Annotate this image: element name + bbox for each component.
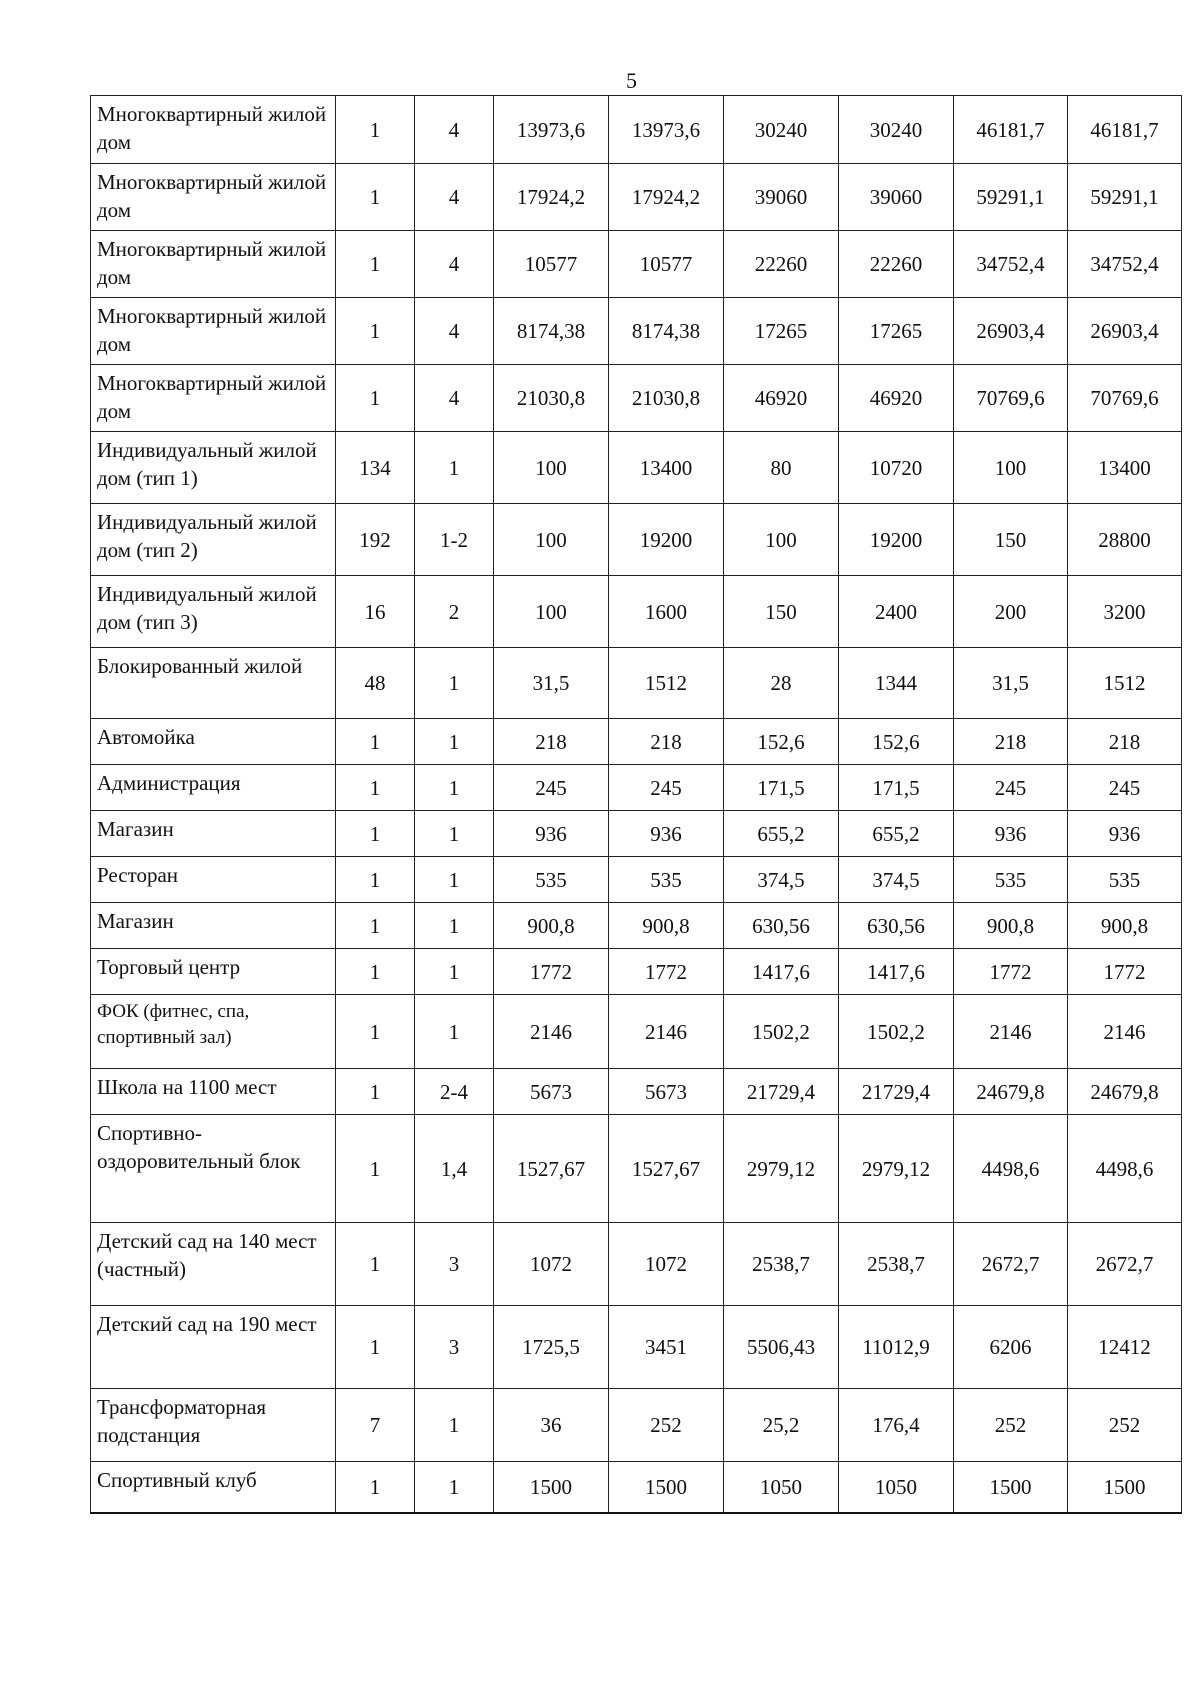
value-cell: 1500 [494, 1462, 609, 1513]
object-name-cell: Спортивный клуб [91, 1462, 336, 1513]
object-name-cell: Школа на 1100 мест [91, 1069, 336, 1115]
value-cell: 10720 [839, 432, 954, 504]
value-cell: 5673 [609, 1069, 724, 1115]
value-cell: 26903,4 [954, 298, 1068, 365]
value-cell: 4 [415, 365, 494, 432]
value-cell: 1772 [1068, 949, 1182, 995]
value-cell: 1344 [839, 648, 954, 719]
value-cell: 2146 [609, 995, 724, 1069]
value-cell: 218 [1068, 719, 1182, 765]
table-row [91, 949, 1182, 995]
value-cell: 1417,6 [839, 949, 954, 995]
value-cell: 17924,2 [609, 164, 724, 231]
value-cell: 2979,12 [839, 1115, 954, 1223]
value-cell: 6206 [954, 1306, 1068, 1389]
value-cell: 25,2 [724, 1389, 839, 1462]
object-name-cell: Ресторан [91, 857, 336, 903]
value-cell: 200 [954, 576, 1068, 648]
value-cell: 1 [336, 719, 415, 765]
value-cell: 4 [415, 231, 494, 298]
value-cell: 1 [415, 1389, 494, 1462]
value-cell: 655,2 [724, 811, 839, 857]
value-cell: 1 [336, 365, 415, 432]
table-row [91, 1462, 1182, 1513]
value-cell: 22260 [839, 231, 954, 298]
value-cell: 1072 [609, 1223, 724, 1306]
value-cell: 39060 [839, 164, 954, 231]
object-name-cell: Спортивно-оздоровительный блок [91, 1115, 336, 1223]
value-cell: 1 [415, 857, 494, 903]
value-cell: 1417,6 [724, 949, 839, 995]
table-row [91, 504, 1182, 576]
object-name-cell: Многоквартирный жилой дом [91, 365, 336, 432]
value-cell: 100 [494, 504, 609, 576]
value-cell: 535 [494, 857, 609, 903]
value-cell: 31,5 [494, 648, 609, 719]
value-cell: 17265 [839, 298, 954, 365]
table-row [91, 1115, 1182, 1223]
value-cell: 936 [494, 811, 609, 857]
value-cell: 1725,5 [494, 1306, 609, 1389]
value-cell: 12412 [1068, 1306, 1182, 1389]
value-cell: 46181,7 [954, 96, 1068, 164]
value-cell: 374,5 [839, 857, 954, 903]
value-cell: 218 [609, 719, 724, 765]
object-name-cell: Многоквартирный жилой дом [91, 231, 336, 298]
value-cell: 1 [415, 1462, 494, 1513]
value-cell: 19200 [839, 504, 954, 576]
table-row [91, 903, 1182, 949]
value-cell: 22260 [724, 231, 839, 298]
value-cell: 48 [336, 648, 415, 719]
table-row [91, 164, 1182, 231]
value-cell: 13400 [1068, 432, 1182, 504]
table-row [91, 576, 1182, 648]
value-cell: 7 [336, 1389, 415, 1462]
value-cell: 1 [336, 1069, 415, 1115]
value-cell: 28800 [1068, 504, 1182, 576]
value-cell: 900,8 [954, 903, 1068, 949]
value-cell: 245 [954, 765, 1068, 811]
value-cell: 1512 [1068, 648, 1182, 719]
value-cell: 1 [415, 648, 494, 719]
object-name-cell: Индивидуальный жилой дом (тип 3) [91, 576, 336, 648]
value-cell: 59291,1 [1068, 164, 1182, 231]
value-cell: 630,56 [724, 903, 839, 949]
value-cell: 3451 [609, 1306, 724, 1389]
table-row [91, 995, 1182, 1069]
object-name-cell: ФОК (фитнес, спа, спортивный зал) [91, 995, 336, 1069]
value-cell: 13973,6 [494, 96, 609, 164]
value-cell: 1772 [609, 949, 724, 995]
object-name-cell: Блокированный жилой [91, 648, 336, 719]
value-cell: 3 [415, 1306, 494, 1389]
table-row [91, 1306, 1182, 1389]
value-cell: 252 [1068, 1389, 1182, 1462]
value-cell: 1 [336, 857, 415, 903]
value-cell: 24679,8 [1068, 1069, 1182, 1115]
value-cell: 1600 [609, 576, 724, 648]
value-cell: 39060 [724, 164, 839, 231]
value-cell: 13400 [609, 432, 724, 504]
object-name-cell: Многоквартирный жилой дом [91, 96, 336, 164]
value-cell: 4498,6 [1068, 1115, 1182, 1223]
table-row [91, 96, 1182, 164]
value-cell: 2672,7 [954, 1223, 1068, 1306]
value-cell: 34752,4 [1068, 231, 1182, 298]
value-cell: 900,8 [1068, 903, 1182, 949]
value-cell: 900,8 [609, 903, 724, 949]
value-cell: 1 [415, 995, 494, 1069]
value-cell: 4 [415, 96, 494, 164]
table-row [91, 765, 1182, 811]
value-cell: 21729,4 [724, 1069, 839, 1115]
object-name-cell: Детский сад на 140 мест (частный) [91, 1223, 336, 1306]
buildings-table [90, 95, 1182, 1514]
table-row [91, 298, 1182, 365]
value-cell: 1 [336, 298, 415, 365]
value-cell: 252 [609, 1389, 724, 1462]
value-cell: 4498,6 [954, 1115, 1068, 1223]
value-cell: 1 [336, 1306, 415, 1389]
value-cell: 655,2 [839, 811, 954, 857]
object-name-cell: Трансформаторная подстанция [91, 1389, 336, 1462]
value-cell: 1 [336, 1462, 415, 1513]
table-row [91, 648, 1182, 719]
value-cell: 218 [954, 719, 1068, 765]
value-cell: 4 [415, 298, 494, 365]
value-cell: 134 [336, 432, 415, 504]
value-cell: 1500 [609, 1462, 724, 1513]
value-cell: 150 [954, 504, 1068, 576]
object-name-cell: Многоквартирный жилой дом [91, 164, 336, 231]
value-cell: 36 [494, 1389, 609, 1462]
value-cell: 1 [415, 949, 494, 995]
value-cell: 1072 [494, 1223, 609, 1306]
object-name-cell: Индивидуальный жилой дом (тип 2) [91, 504, 336, 576]
table-row [91, 1069, 1182, 1115]
value-cell: 3 [415, 1223, 494, 1306]
value-cell: 900,8 [494, 903, 609, 949]
value-cell: 2979,12 [724, 1115, 839, 1223]
table-row [91, 857, 1182, 903]
value-cell: 2146 [494, 995, 609, 1069]
value-cell: 192 [336, 504, 415, 576]
value-cell: 936 [609, 811, 724, 857]
value-cell: 2538,7 [839, 1223, 954, 1306]
value-cell: 1 [336, 164, 415, 231]
value-cell: 100 [494, 432, 609, 504]
value-cell: 1502,2 [839, 995, 954, 1069]
value-cell: 3200 [1068, 576, 1182, 648]
table-row [91, 231, 1182, 298]
value-cell: 2-4 [415, 1069, 494, 1115]
object-name-cell: Автомойка [91, 719, 336, 765]
value-cell: 152,6 [724, 719, 839, 765]
value-cell: 936 [954, 811, 1068, 857]
value-cell: 8174,38 [494, 298, 609, 365]
value-cell: 2672,7 [1068, 1223, 1182, 1306]
value-cell: 21030,8 [494, 365, 609, 432]
value-cell: 100 [724, 504, 839, 576]
value-cell: 1050 [839, 1462, 954, 1513]
value-cell: 5506,43 [724, 1306, 839, 1389]
value-cell: 21030,8 [609, 365, 724, 432]
object-name-cell: Магазин [91, 903, 336, 949]
value-cell: 1527,67 [494, 1115, 609, 1223]
value-cell: 13973,6 [609, 96, 724, 164]
value-cell: 16 [336, 576, 415, 648]
value-cell: 34752,4 [954, 231, 1068, 298]
value-cell: 630,56 [839, 903, 954, 949]
value-cell: 1527,67 [609, 1115, 724, 1223]
value-cell: 1-2 [415, 504, 494, 576]
value-cell: 24679,8 [954, 1069, 1068, 1115]
value-cell: 1 [415, 432, 494, 504]
value-cell: 1 [336, 903, 415, 949]
value-cell: 2 [415, 576, 494, 648]
value-cell: 171,5 [724, 765, 839, 811]
value-cell: 10577 [609, 231, 724, 298]
value-cell: 1 [336, 765, 415, 811]
value-cell: 245 [1068, 765, 1182, 811]
value-cell: 245 [494, 765, 609, 811]
table-row [91, 1223, 1182, 1306]
value-cell: 46920 [839, 365, 954, 432]
value-cell: 1772 [494, 949, 609, 995]
value-cell: 245 [609, 765, 724, 811]
value-cell: 46920 [724, 365, 839, 432]
value-cell: 8174,38 [609, 298, 724, 365]
value-cell: 17265 [724, 298, 839, 365]
value-cell: 150 [724, 576, 839, 648]
value-cell: 176,4 [839, 1389, 954, 1462]
value-cell: 1 [336, 995, 415, 1069]
value-cell: 171,5 [839, 765, 954, 811]
value-cell: 2146 [1068, 995, 1182, 1069]
value-cell: 1 [415, 903, 494, 949]
value-cell: 5673 [494, 1069, 609, 1115]
table-row [91, 811, 1182, 857]
value-cell: 1512 [609, 648, 724, 719]
value-cell: 59291,1 [954, 164, 1068, 231]
value-cell: 1 [336, 811, 415, 857]
value-cell: 1502,2 [724, 995, 839, 1069]
value-cell: 30240 [724, 96, 839, 164]
value-cell: 21729,4 [839, 1069, 954, 1115]
object-name-cell: Магазин [91, 811, 336, 857]
value-cell: 30240 [839, 96, 954, 164]
value-cell: 80 [724, 432, 839, 504]
value-cell: 31,5 [954, 648, 1068, 719]
object-name-cell: Торговый центр [91, 949, 336, 995]
value-cell: 1 [415, 719, 494, 765]
value-cell: 1 [415, 811, 494, 857]
value-cell: 152,6 [839, 719, 954, 765]
page-number: 5 [626, 68, 637, 93]
value-cell: 374,5 [724, 857, 839, 903]
value-cell: 936 [1068, 811, 1182, 857]
value-cell: 1050 [724, 1462, 839, 1513]
value-cell: 11012,9 [839, 1306, 954, 1389]
value-cell: 100 [954, 432, 1068, 504]
value-cell: 46181,7 [1068, 96, 1182, 164]
value-cell: 1 [336, 1223, 415, 1306]
value-cell: 535 [954, 857, 1068, 903]
value-cell: 535 [1068, 857, 1182, 903]
value-cell: 70769,6 [954, 365, 1068, 432]
table-row [91, 365, 1182, 432]
table-row [91, 1389, 1182, 1462]
value-cell: 218 [494, 719, 609, 765]
value-cell: 2146 [954, 995, 1068, 1069]
value-cell: 1 [336, 1115, 415, 1223]
object-name-cell: Детский сад на 190 мест [91, 1306, 336, 1389]
object-name-cell: Администрация [91, 765, 336, 811]
value-cell: 1500 [954, 1462, 1068, 1513]
value-cell: 1 [415, 765, 494, 811]
value-cell: 535 [609, 857, 724, 903]
value-cell: 17924,2 [494, 164, 609, 231]
value-cell: 1 [336, 231, 415, 298]
value-cell: 1,4 [415, 1115, 494, 1223]
object-name-cell: Индивидуальный жилой дом (тип 1) [91, 432, 336, 504]
value-cell: 10577 [494, 231, 609, 298]
value-cell: 1500 [1068, 1462, 1182, 1513]
value-cell: 28 [724, 648, 839, 719]
value-cell: 1 [336, 949, 415, 995]
value-cell: 26903,4 [1068, 298, 1182, 365]
value-cell: 70769,6 [1068, 365, 1182, 432]
value-cell: 2538,7 [724, 1223, 839, 1306]
value-cell: 1 [336, 96, 415, 164]
object-name-cell: Многоквартирный жилой дом [91, 298, 336, 365]
value-cell: 2400 [839, 576, 954, 648]
value-cell: 1772 [954, 949, 1068, 995]
value-cell: 252 [954, 1389, 1068, 1462]
table-row [91, 432, 1182, 504]
value-cell: 100 [494, 576, 609, 648]
value-cell: 19200 [609, 504, 724, 576]
table-row [91, 719, 1182, 765]
value-cell: 4 [415, 164, 494, 231]
